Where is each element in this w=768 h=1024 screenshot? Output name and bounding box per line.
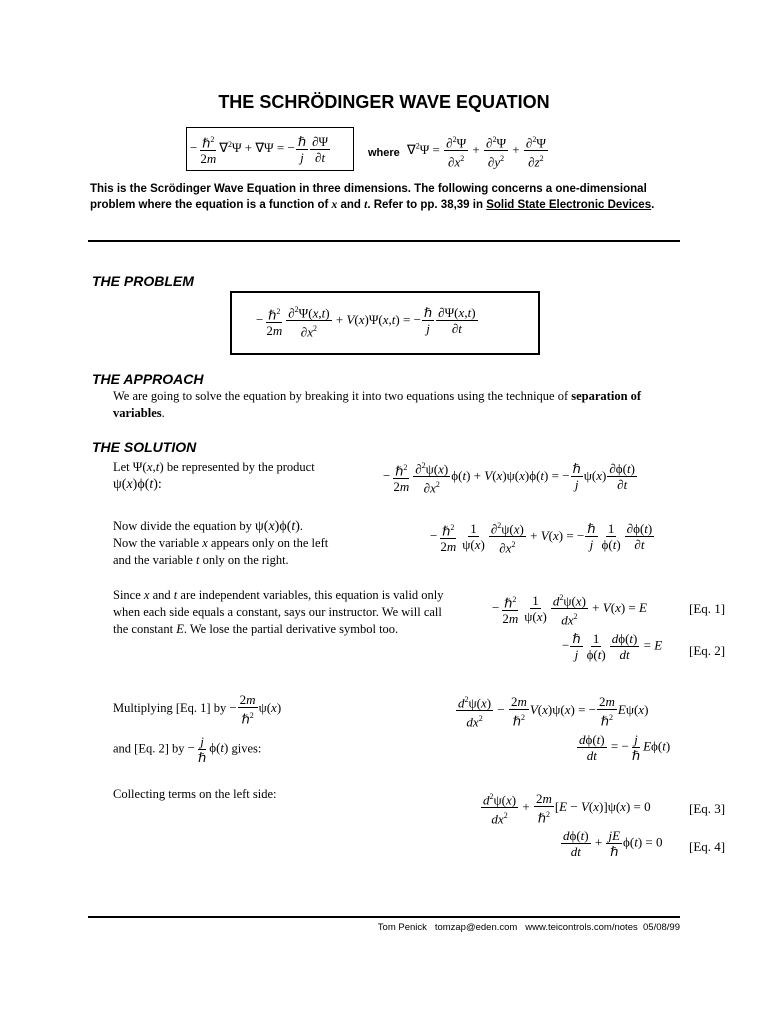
divider-top xyxy=(88,240,680,242)
multiplied-equation-1: $\frac{d^2\psi(x)}{dx^2}$ − $\frac{2m}{\hbar^2}$ V(x)ψ(x) = − $\frac{2m}{\hbar^2}$ Eψ(x) xyxy=(458,693,649,730)
intro-paragraph: This is the Scrödinger Wave Equation in three dimensions. The following concerns a one-dimensional problem where the equation is a function of x and t. Refer to pp. 38,39 in Solid State Electronic Devices. xyxy=(90,183,655,211)
product-equation: − $\frac{\hbar^2}{2m}$ $\frac{\partial^2\psi(x)}{\partial x^2}$ ϕ(t) + V(x)ψ(x)ϕ(t) = − $\frac{\text{ℏ}}{j}$ ψ(x) $\frac{\partial\phi(t)}{\partial t}$ xyxy=(383,458,638,496)
eq2-label: [Eq. 2] xyxy=(689,643,726,658)
footer-author: Tom Penick xyxy=(377,922,427,933)
eq3-label: [Eq. 3] xyxy=(689,801,726,816)
equation-4: $\frac{d\phi(t)}{dt}$ + $\frac{jE}{\text{ℏ}}$ ϕ(t) = 0 xyxy=(563,828,663,859)
eq1-label: [Eq. 1] xyxy=(689,601,726,616)
problem-equation: − $\frac{\hbar^2}{2m}$ $\frac{\partial^2\Psi(x,t)}{\partial x^2}$ + V(x)Ψ(x,t) = − $\frac{\text{ℏ}}{j}$ $\frac{\partial\Psi(x,t)}{\partial t}$ xyxy=(256,302,479,340)
divided-equation: − $\frac{\hbar^2}{2m}$ $\frac{1}{\psi(x)}$ $\frac{\partial^2\psi(x)}{\partial x^2}$ + V(x) = − $\frac{\text{ℏ}}{j}$ $\frac{1}{\phi(t)}$ $\frac{\partial\phi(t)}{\partial t}$ xyxy=(430,518,655,556)
collect-text: Collecting terms on the left side: xyxy=(113,787,277,801)
equation-2: − $\frac{\text{ℏ}}{j}$ $\frac{1}{\phi(t)}$ $\frac{d\phi(t)}{dt}$ = E xyxy=(562,631,663,662)
eq4-label: [Eq. 4] xyxy=(689,839,726,854)
divider-bottom xyxy=(88,916,680,918)
footer-email: tomzap@eden.com xyxy=(434,922,518,933)
equation-1: − $\frac{\hbar^2}{2m}$ $\frac{1}{\psi(x)}$ $\frac{d^2\psi(x)}{dx^2}$ + V(x) = E xyxy=(492,590,647,628)
footer-url: www.teicontrols.com/notes xyxy=(525,922,638,933)
problem-heading: THE PROBLEM xyxy=(92,273,194,289)
where-label: where xyxy=(368,147,400,159)
laplacian-equation: ∇$^2$Ψ = $\frac{\partial^2\Psi}{\partial x^2}$ + $\frac{\partial^2\Psi}{\partial y^2}$ + $\frac{\partial^2\Psi}{\partial z^2}$ xyxy=(407,132,549,170)
page-title: THE SCHRÖDINGER WAVE EQUATION xyxy=(218,92,550,112)
divide-text: Now divide the equation by ψ(x)ϕ(t). Now the variable x appears only on the left and the variable t only on the right. xyxy=(113,519,329,567)
main-equation: − $\frac{\hbar^2}{2m}$ ∇$^2$Ψ + ∇Ψ = − $\frac{\text{ℏ}}{j}$ $\frac{\partial\Psi}{\partial t}$ xyxy=(190,133,329,167)
multiply-text: Multiplying [Eq. 1] by − $\frac{2m}{\hbar^2}$ ψ(x) xyxy=(113,692,282,727)
and-text: and [Eq. 2] by − $\frac{j}{\text{ℏ}}$ ϕ(t) gives: xyxy=(113,734,262,765)
multiplied-equation-2: $\frac{d\phi(t)}{dt}$ = − $\frac{j}{\text{ℏ}}$ Eϕ(t) xyxy=(579,732,671,763)
approach-text: We are going to solve the equation by breaking it into two equations using the technique of separation of variables. xyxy=(113,389,642,420)
footer-date: 05/08/99 xyxy=(643,922,680,933)
book-title: Solid State Electronic Devices xyxy=(486,199,652,211)
footer xyxy=(378,922,680,933)
equation-3: $\frac{d^2\psi(x)}{dx^2}$ + $\frac{2m}{\hbar^2}$ [E − V(x)]ψ(x) = 0 xyxy=(483,790,651,827)
since-text: Since x and t are independent variables, this equation is valid only when each side equals a constant, says our instructor. We will call the constant E. We lose the partial derivative symbol too. xyxy=(113,588,444,636)
solution-heading: THE SOLUTION xyxy=(92,439,197,455)
let-text: Let Ψ(x,t) be represented by the product ψ(x)ϕ(t): xyxy=(113,459,315,492)
approach-heading: THE APPROACH xyxy=(92,371,204,387)
